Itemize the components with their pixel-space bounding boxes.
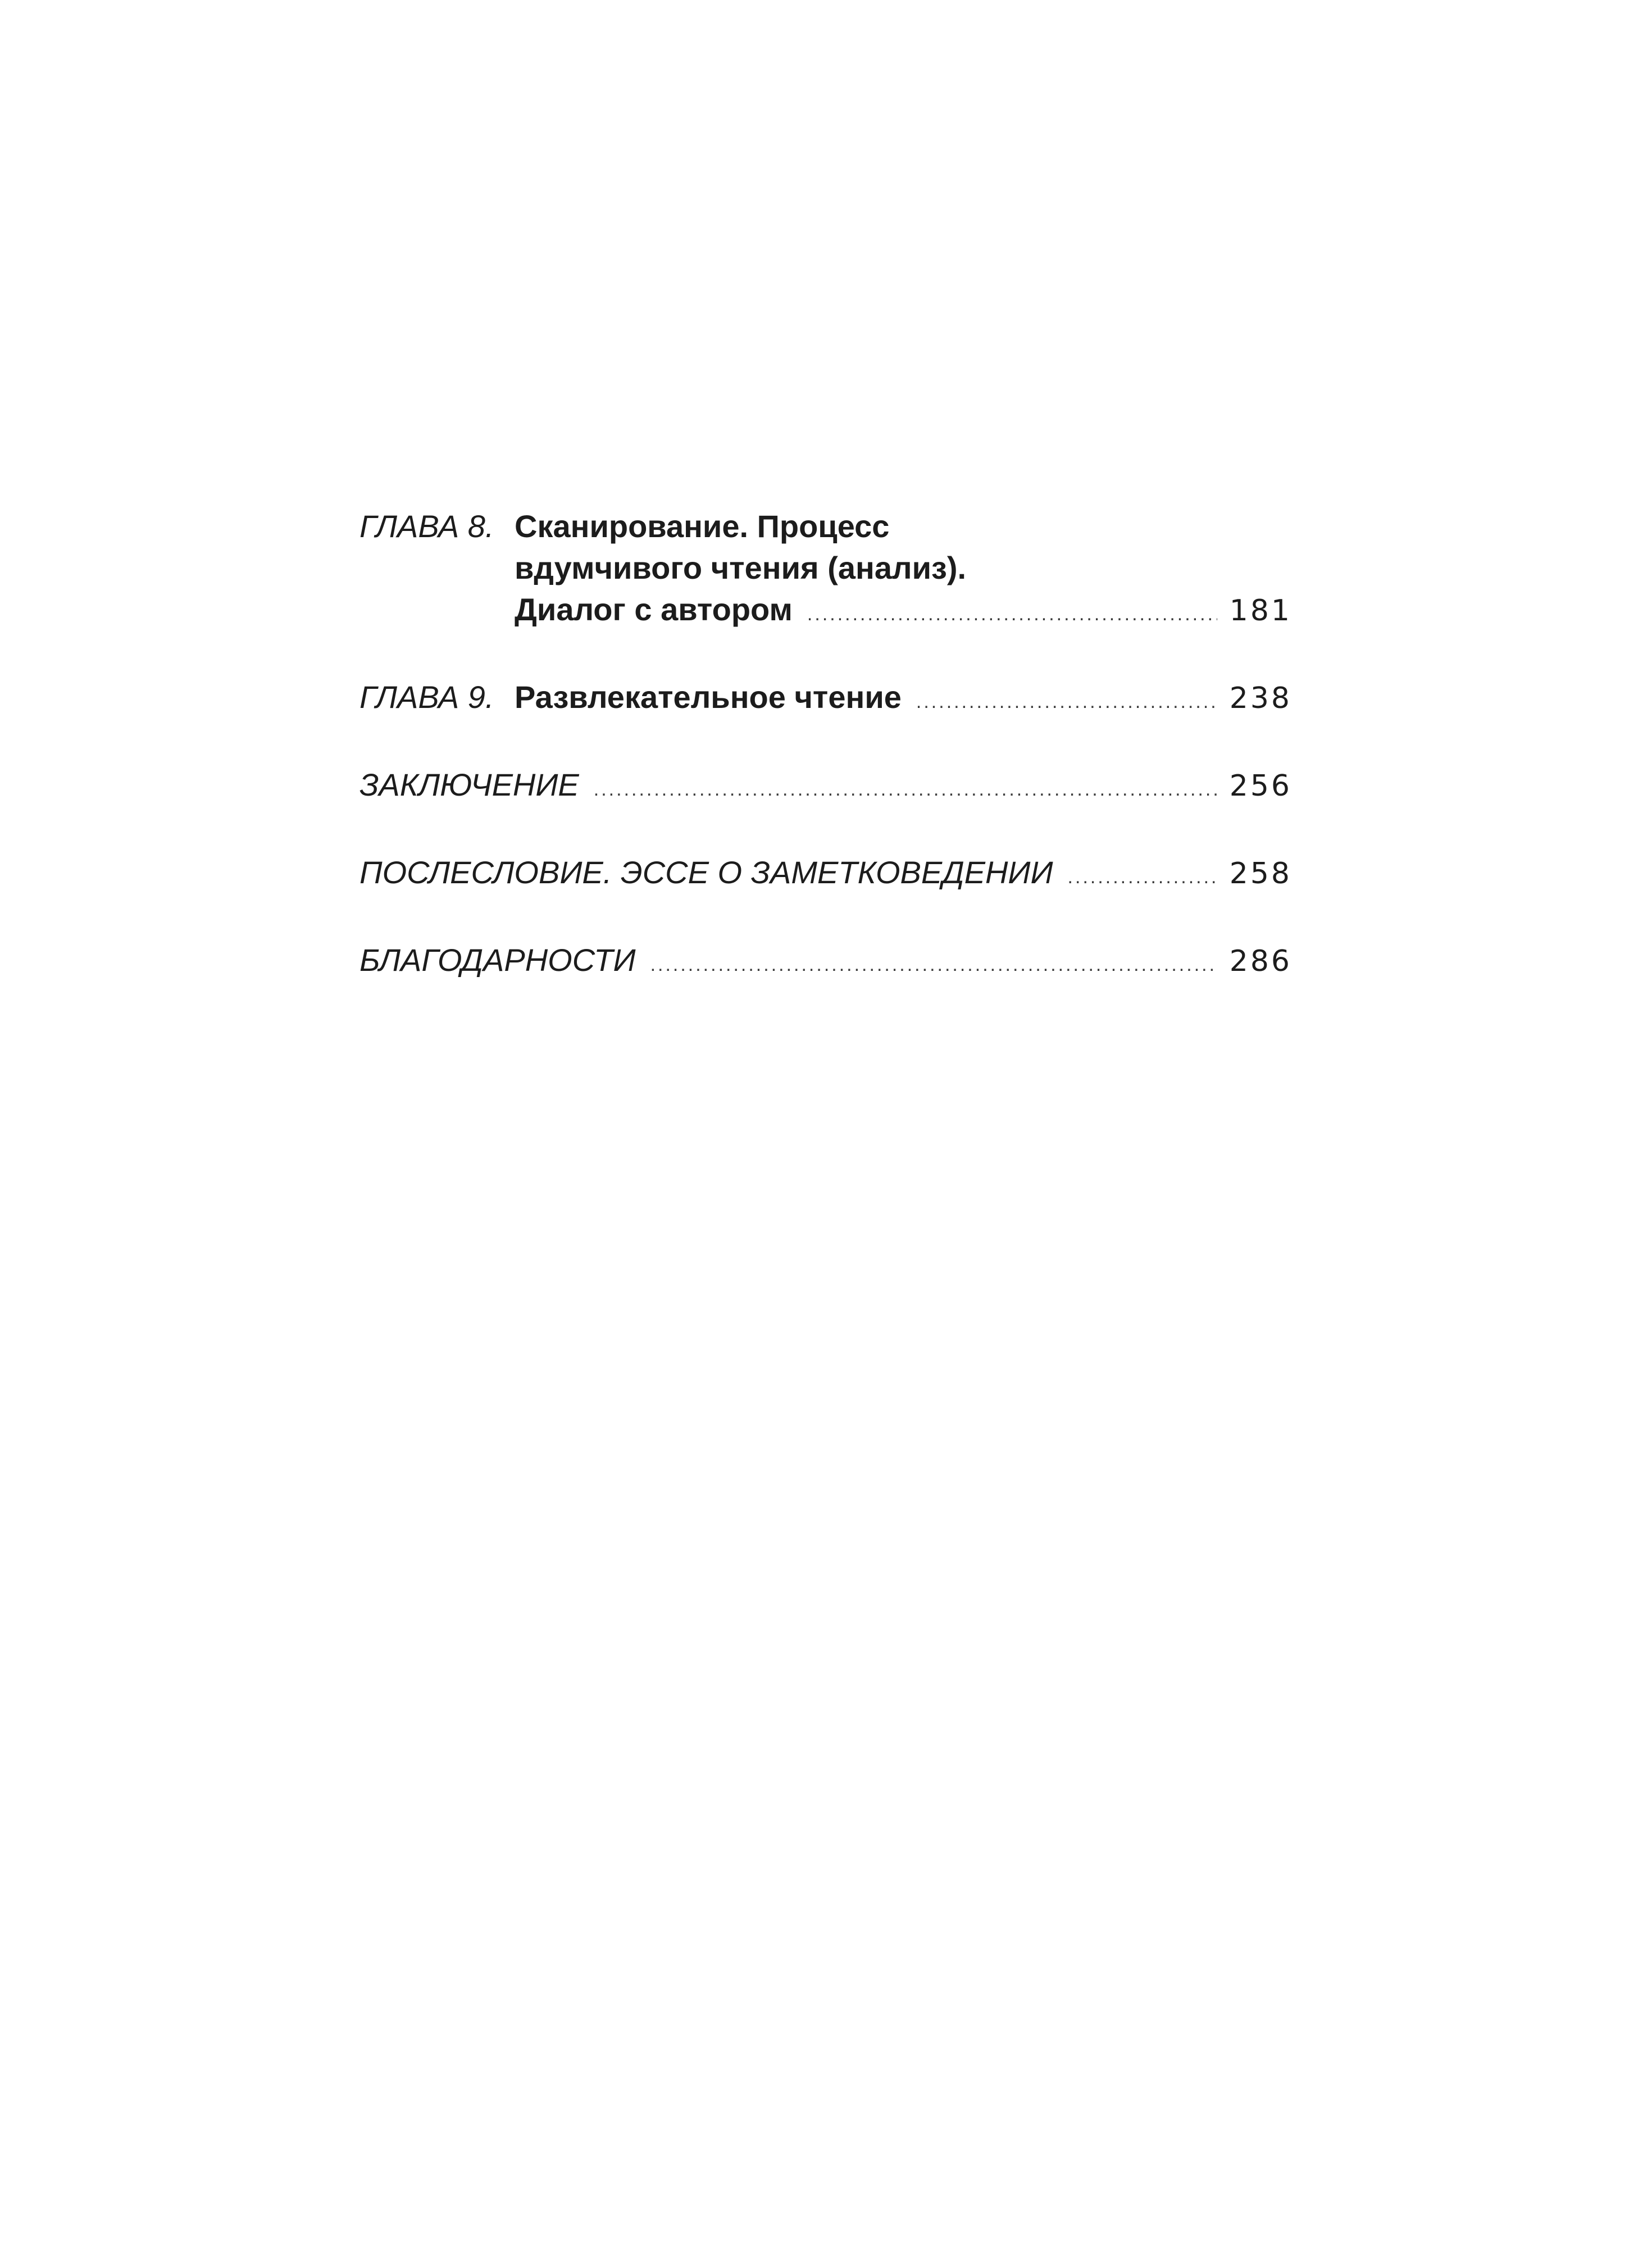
- dot-leader: [594, 769, 1217, 810]
- conclusion-title: ЗАКЛЮЧЕНИЕ: [359, 767, 579, 802]
- dot-leader: [807, 593, 1217, 635]
- afterword-title: ПОСЛЕСЛОВИЕ. ЭССЕ О ЗАМЕТКОВЕДЕНИИ: [359, 855, 1053, 890]
- acknowledgements-line: [359, 939, 1292, 986]
- chapter-9-body: [515, 676, 1292, 723]
- chapter-8-title-line-2: вдумчивого чтения (анализ).: [515, 550, 967, 585]
- chapter-8-label: ГЛАВА 8.: [359, 508, 494, 544]
- dot-leader: [916, 681, 1217, 723]
- acknowledgements-title: БЛАГОДАРНОСТИ: [359, 942, 636, 978]
- chapter-8-last-line: [515, 589, 1292, 635]
- dot-leader: [1068, 856, 1217, 898]
- toc-entry-conclusion[interactable]: [359, 764, 1292, 810]
- chapter-8-title-line-3: Диалог с автором: [515, 592, 793, 627]
- chapter-8-body: [515, 506, 1292, 635]
- afterword-page-number: 258: [1229, 857, 1292, 891]
- chapter-8-page-number: 181: [1229, 594, 1292, 628]
- conclusion-line: [359, 764, 1292, 810]
- chapter-8-title-line-1: Сканирование. Процесс: [515, 508, 890, 544]
- dot-leader: [650, 944, 1217, 986]
- toc-entry-afterword[interactable]: [359, 852, 1292, 898]
- toc-entry-chapter-9[interactable]: [359, 676, 1292, 723]
- chapter-9-title: Развлекательное чтение: [515, 679, 902, 715]
- toc-entry-acknowledgements[interactable]: [359, 939, 1292, 986]
- toc-entry-chapter-8[interactable]: [359, 506, 1292, 635]
- acknowledgements-page-number: 286: [1229, 944, 1292, 978]
- chapter-9-page-number: 238: [1229, 682, 1292, 715]
- afterword-line: [359, 852, 1292, 898]
- table-of-contents: [359, 506, 1292, 986]
- chapter-9-label: ГЛАВА 9.: [359, 679, 494, 715]
- chapter-9-line: [515, 676, 1292, 723]
- conclusion-page-number: 256: [1229, 769, 1292, 803]
